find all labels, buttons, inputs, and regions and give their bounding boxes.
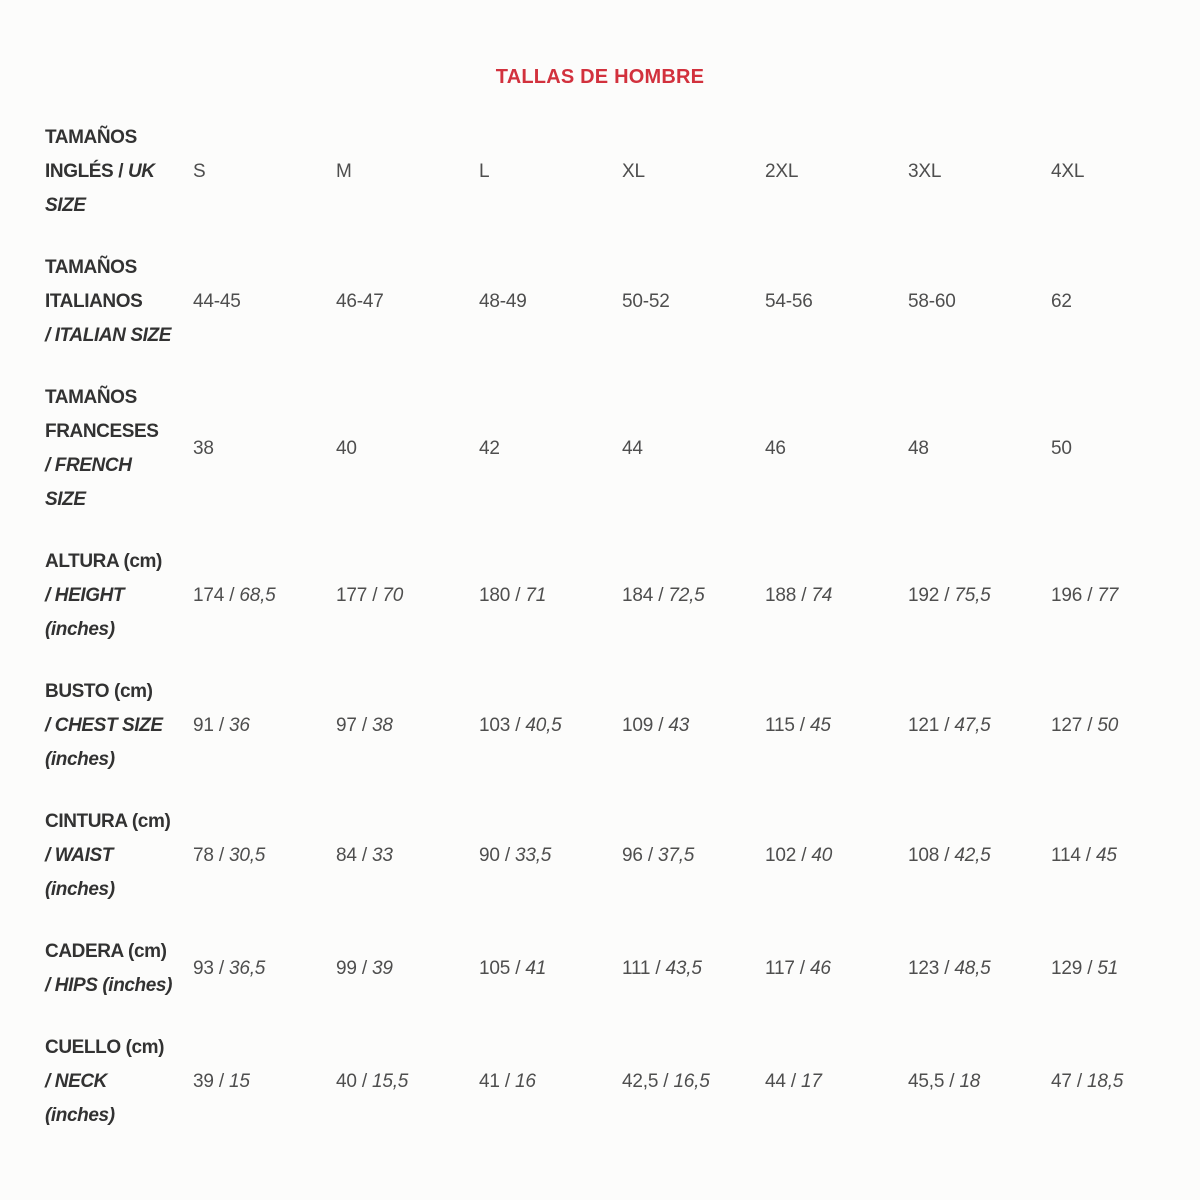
value-inches: 36: [228, 715, 250, 736]
value-inches: 43: [668, 715, 690, 736]
value-cm: 42,5: [622, 1071, 659, 1092]
label-line: [45, 381, 193, 415]
table-row-neck: [45, 1031, 1200, 1133]
value-inches: 42,5: [954, 845, 991, 866]
value-inches: 75,5: [954, 585, 991, 606]
value-inches: 50: [1097, 715, 1119, 736]
label-line: [45, 805, 193, 839]
value-cm: 84: [336, 845, 357, 866]
label-line: [45, 1065, 193, 1099]
value-inches: 72,5: [668, 585, 705, 606]
table-cell: [622, 845, 765, 867]
label-line: [45, 579, 193, 613]
value-separator: /: [1082, 585, 1098, 606]
value-cm: 111: [622, 958, 651, 979]
value-inches: 74: [811, 585, 833, 606]
value-cm: 46: [765, 438, 786, 459]
value-separator: /: [510, 585, 526, 606]
value-separator: /: [367, 585, 383, 606]
value-inches: 16: [514, 1071, 536, 1092]
value-cm: 114: [1051, 845, 1081, 866]
label-text: BUSTO (cm): [45, 681, 153, 702]
table-row-height: [45, 545, 1200, 647]
value-cm: 108: [908, 845, 940, 866]
size-chart-page: [0, 66, 1200, 1133]
value-inches: 17: [800, 1071, 822, 1092]
value-separator: /: [1071, 1071, 1087, 1092]
table-cell: [336, 845, 479, 867]
value-separator: /: [213, 958, 229, 979]
value-cm: M: [336, 161, 352, 182]
table-cell: [908, 1071, 1051, 1093]
size-table: [45, 121, 1200, 1133]
table-cell: [336, 715, 479, 737]
value-separator: /: [653, 715, 669, 736]
value-cm: 91: [193, 715, 214, 736]
value-separator: /: [213, 845, 229, 866]
value-cm: 192: [908, 585, 940, 606]
label-text: SIZE: [45, 489, 86, 510]
table-cell: [1051, 958, 1194, 980]
table-cell: [622, 715, 765, 737]
value-cm: 39: [193, 1071, 214, 1092]
table-cell: [479, 161, 622, 183]
value-inches: 68,5: [239, 585, 276, 606]
table-row-waist: [45, 805, 1200, 907]
value-cm: 105: [479, 958, 511, 979]
table-cell: [1051, 585, 1194, 607]
table-cell: [908, 715, 1051, 737]
value-inches: 16,5: [673, 1071, 710, 1092]
value-separator: /: [939, 958, 955, 979]
value-separator: /: [1082, 958, 1098, 979]
value-separator: /: [224, 585, 240, 606]
page-title: TALLAS DE HOMBRE: [495, 66, 705, 88]
table-cell: [765, 585, 908, 607]
table-cell: [622, 291, 765, 313]
value-cm: 48: [908, 438, 929, 459]
value-inches: 15: [228, 1071, 250, 1092]
label-text: / HIPS (inches): [45, 975, 173, 996]
value-cm: 90: [479, 845, 500, 866]
label-text: ALTURA (cm): [45, 551, 162, 572]
value-inches: 51: [1097, 958, 1119, 979]
label-text: CADERA (cm): [45, 941, 167, 962]
table-cell: [1051, 161, 1194, 183]
value-cm: 121: [908, 715, 940, 736]
value-cm: 44: [765, 1071, 786, 1092]
label-text: (inches): [45, 619, 115, 640]
label-line: [45, 319, 193, 353]
table-row-chest: [45, 675, 1200, 777]
label-line: [45, 709, 193, 743]
label-line: [45, 839, 193, 873]
value-cm: XL: [622, 161, 645, 182]
label-text: CUELLO (cm): [45, 1037, 165, 1058]
table-cell: [765, 1071, 908, 1093]
label-line: [45, 155, 193, 189]
table-cell: [193, 161, 336, 183]
value-cm: 44-45: [193, 291, 241, 312]
table-row-uk-size: [45, 121, 1200, 223]
value-cm: 46-47: [336, 291, 384, 312]
row-label-chest: [45, 675, 193, 777]
value-cm: 109: [622, 715, 654, 736]
row-label-hips: [45, 935, 193, 1003]
table-cell: [193, 958, 336, 980]
value-inches: 39: [371, 958, 393, 979]
value-cm: 40: [336, 1071, 357, 1092]
label-line: [45, 251, 193, 285]
label-text: TAMAÑOS: [45, 257, 137, 278]
label-text: INGLÉS /: [45, 161, 128, 182]
table-cell: [193, 1071, 336, 1093]
value-cm: 117: [765, 958, 795, 979]
label-line: [45, 545, 193, 579]
label-text: TAMAÑOS: [45, 127, 137, 148]
value-cm: 78: [193, 845, 214, 866]
table-cell: [479, 958, 622, 980]
table-row-italian-size: [45, 251, 1200, 353]
row-label-italian-size: [45, 251, 193, 353]
label-line: [45, 483, 193, 517]
table-cell: [765, 845, 908, 867]
table-cell: [479, 1071, 622, 1093]
label-text: / WAIST: [45, 845, 113, 866]
value-cm: 62: [1051, 291, 1072, 312]
value-separator: /: [939, 585, 955, 606]
value-inches: 30,5: [228, 845, 266, 866]
value-inches: 77: [1097, 585, 1119, 606]
label-line: [45, 675, 193, 709]
value-separator: /: [944, 1071, 960, 1092]
value-cm: 54-56: [765, 291, 813, 312]
value-cm: 41: [479, 1071, 500, 1092]
value-separator: /: [499, 845, 515, 866]
table-cell: [336, 438, 479, 460]
row-label-height: [45, 545, 193, 647]
value-cm: 42: [479, 438, 500, 459]
label-line: [45, 285, 193, 319]
table-cell: [622, 1071, 765, 1093]
value-cm: 127: [1051, 715, 1083, 736]
table-cell: [1051, 1071, 1194, 1093]
value-separator: /: [213, 715, 229, 736]
value-separator: /: [796, 585, 812, 606]
value-cm: 93: [193, 958, 214, 979]
value-inches: 37,5: [657, 845, 695, 866]
value-inches: 15,5: [371, 1071, 409, 1092]
value-inches: 18: [959, 1071, 981, 1092]
value-cm: 38: [193, 438, 214, 459]
label-line: [45, 121, 193, 155]
value-cm: 2XL: [765, 161, 799, 182]
table-cell: [622, 161, 765, 183]
value-separator: /: [794, 715, 810, 736]
value-cm: 50-52: [622, 291, 670, 312]
value-separator: /: [650, 958, 666, 979]
value-separator: /: [1082, 715, 1098, 736]
value-separator: /: [785, 1071, 801, 1092]
table-cell: [336, 1071, 479, 1093]
table-cell: [193, 845, 336, 867]
value-separator: /: [939, 845, 955, 866]
value-cm: 48-49: [479, 291, 527, 312]
label-line: [45, 449, 193, 483]
label-text: / HEIGHT: [45, 585, 125, 606]
value-inches: 18,5: [1086, 1071, 1124, 1092]
table-cell: [193, 438, 336, 460]
table-cell: [908, 438, 1051, 460]
row-label-waist: [45, 805, 193, 907]
table-cell: [908, 958, 1051, 980]
value-cm: 58-60: [908, 291, 956, 312]
value-inches: 36,5: [228, 958, 266, 979]
table-cell: [765, 958, 908, 980]
value-inches: 45: [809, 715, 831, 736]
table-cell: [1051, 438, 1194, 460]
value-separator: /: [658, 1071, 674, 1092]
value-cm: 47: [1051, 1071, 1072, 1092]
value-cm: 174: [193, 585, 225, 606]
table-cell: [908, 291, 1051, 313]
label-text: / FRENCH: [45, 455, 132, 476]
label-text: ITALIANOS: [45, 291, 143, 312]
table-cell: [479, 585, 622, 607]
value-separator: /: [1080, 845, 1096, 866]
value-cm: 96: [622, 845, 643, 866]
table-cell: [193, 291, 336, 313]
table-cell: [336, 958, 479, 980]
value-inches: 71: [525, 585, 547, 606]
table-cell: [622, 438, 765, 460]
value-separator: /: [499, 1071, 515, 1092]
value-separator: /: [356, 1071, 372, 1092]
value-cm: L: [479, 161, 490, 182]
value-cm: 4XL: [1051, 161, 1085, 182]
label-line: [45, 189, 193, 223]
value-inches: 46: [809, 958, 831, 979]
table-row-french-size: [45, 381, 1200, 517]
label-text: (inches): [45, 1105, 115, 1126]
table-cell: [765, 291, 908, 313]
value-cm: 115: [765, 715, 795, 736]
label-line: [45, 415, 193, 449]
table-cell: [908, 585, 1051, 607]
value-separator: /: [356, 958, 372, 979]
row-label-french-size: [45, 381, 193, 517]
value-inches: 43,5: [665, 958, 702, 979]
label-text: / NECK: [45, 1071, 107, 1092]
value-cm: 50: [1051, 438, 1072, 459]
label-line: [45, 969, 193, 1003]
table-cell: [336, 161, 479, 183]
table-cell: [336, 291, 479, 313]
label-text: TAMAÑOS: [45, 387, 137, 408]
value-cm: 129: [1051, 958, 1083, 979]
value-cm: 40: [336, 438, 357, 459]
value-separator: /: [510, 715, 526, 736]
table-cell: [622, 585, 765, 607]
table-cell: [1051, 845, 1194, 867]
table-cell: [479, 291, 622, 313]
value-cm: 123: [908, 958, 940, 979]
value-cm: 180: [479, 585, 511, 606]
value-cm: 99: [336, 958, 357, 979]
value-separator: /: [794, 958, 810, 979]
table-cell: [193, 585, 336, 607]
value-cm: 3XL: [908, 161, 942, 182]
value-cm: 184: [622, 585, 654, 606]
label-text: / ITALIAN SIZE: [45, 325, 171, 346]
table-cell: [765, 438, 908, 460]
table-cell: [908, 845, 1051, 867]
value-inches: 45: [1095, 845, 1117, 866]
value-cm: 103: [479, 715, 511, 736]
value-separator: /: [356, 845, 372, 866]
row-label-uk-size: [45, 121, 193, 223]
value-separator: /: [213, 1071, 229, 1092]
label-line: [45, 935, 193, 969]
value-inches: 70: [382, 585, 404, 606]
label-text: / CHEST SIZE: [45, 715, 163, 736]
label-text: CINTURA (cm): [45, 811, 171, 832]
value-inches: 48,5: [954, 958, 991, 979]
value-cm: 196: [1051, 585, 1083, 606]
table-cell: [765, 715, 908, 737]
value-inches: 40: [811, 845, 833, 866]
value-inches: 47,5: [954, 715, 991, 736]
table-cell: [1051, 715, 1194, 737]
value-separator: /: [796, 845, 812, 866]
value-cm: S: [193, 161, 206, 182]
value-inches: 38: [371, 715, 393, 736]
label-line: [45, 1031, 193, 1065]
table-cell: [479, 715, 622, 737]
value-inches: 33: [371, 845, 393, 866]
label-line: [45, 873, 193, 907]
value-inches: 40,5: [525, 715, 562, 736]
table-cell: [765, 161, 908, 183]
label-text: UK: [127, 161, 155, 182]
value-cm: 177: [336, 585, 368, 606]
table-cell: [479, 845, 622, 867]
table-cell: [908, 161, 1051, 183]
value-cm: 45,5: [908, 1071, 945, 1092]
value-cm: 44: [622, 438, 643, 459]
value-separator: /: [939, 715, 955, 736]
label-line: [45, 613, 193, 647]
label-text: (inches): [45, 879, 115, 900]
table-cell: [193, 715, 336, 737]
row-label-neck: [45, 1031, 193, 1133]
label-line: [45, 1099, 193, 1133]
label-text: SIZE: [45, 195, 86, 216]
label-line: [45, 743, 193, 777]
table-row-hips: [45, 935, 1200, 1003]
table-cell: [622, 958, 765, 980]
value-cm: 188: [765, 585, 797, 606]
table-cell: [336, 585, 479, 607]
value-cm: 97: [336, 715, 357, 736]
value-inches: 41: [525, 958, 547, 979]
label-text: (inches): [45, 749, 115, 770]
value-separator: /: [356, 715, 372, 736]
value-separator: /: [642, 845, 658, 866]
value-separator: /: [653, 585, 669, 606]
table-cell: [479, 438, 622, 460]
value-cm: 102: [765, 845, 797, 866]
label-text: FRANCESES: [45, 421, 159, 442]
value-inches: 33,5: [514, 845, 552, 866]
value-separator: /: [510, 958, 526, 979]
table-cell: [1051, 291, 1194, 313]
